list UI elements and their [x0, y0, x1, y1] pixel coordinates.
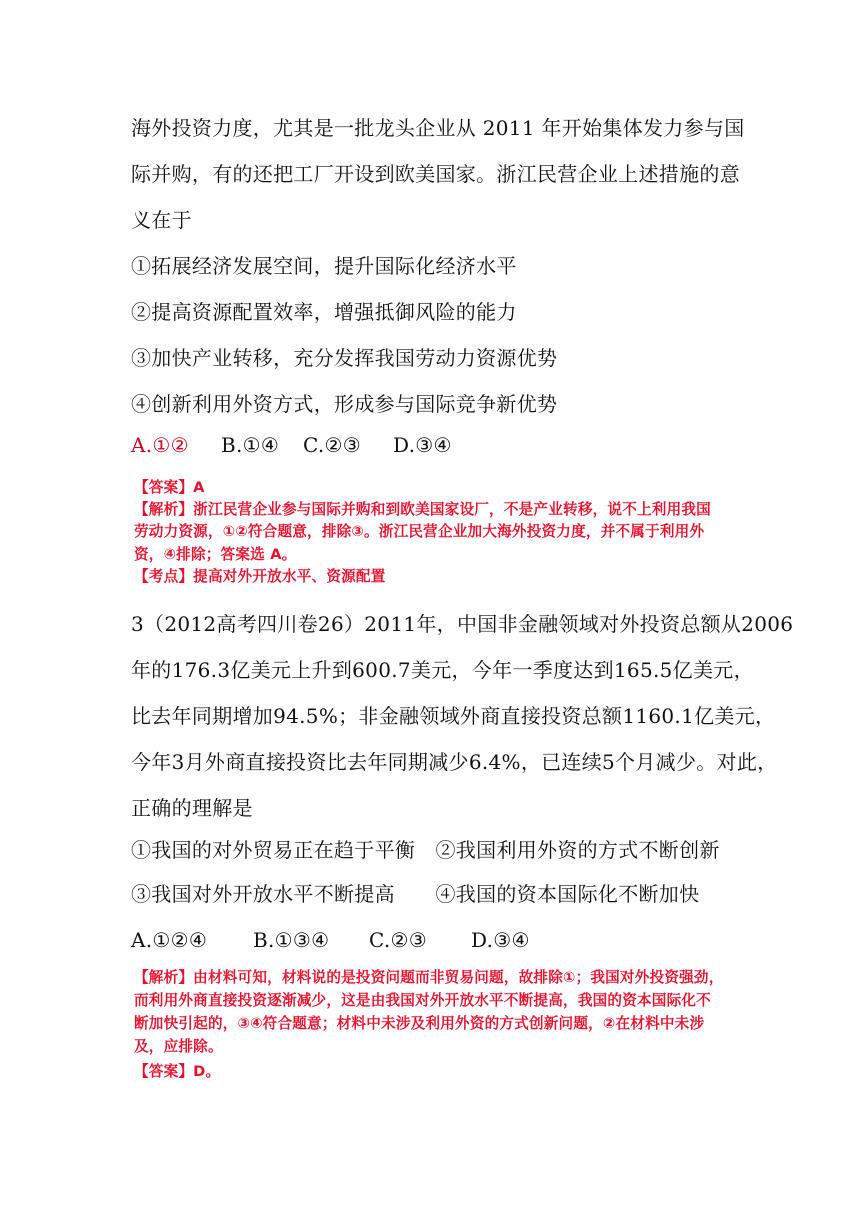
q1-knowledge-point: 【考点】提高对外开放水平、资源配置 [134, 568, 386, 585]
q2-analysis-line-2: 而利用外商直接投资逐渐减少，这是由我国对外开放水平不断提高，我国的资本国际化不 [134, 992, 711, 1009]
q2-analysis-line-1: 【解析】由材料可知，材料说的是投资问题而非贸易问题，故排除①；我国对外投资强劲， [134, 969, 724, 986]
q2-choice-a: A.①②④ [131, 928, 208, 952]
q2-choice-d: D.③④ [471, 928, 530, 952]
q1-option-4: ④创新利用外资方式，形成参与国际竞争新优势 [131, 392, 558, 416]
q2-stem-line-5: 正确的理解是 [131, 796, 253, 820]
q1-choice-d: D.③④ [393, 433, 452, 457]
q1-choice-b: B.①④ [221, 433, 280, 457]
q2-choice-b: B.①③④ [253, 928, 330, 952]
q2-analysis-line-4: 及，应排除。 [134, 1038, 223, 1055]
q1-option-2: ②提高资源配置效率，增强抵御风险的能力 [131, 300, 517, 324]
q1-stem-line-3: 义在于 [131, 208, 192, 232]
q1-option-3: ③加快产业转移，充分发挥我国劳动力资源优势 [131, 346, 558, 370]
q2-options-line-1: ①我国的对外贸易正在趋于平衡 ②我国利用外资的方式不断创新 [131, 838, 720, 862]
q1-stem-line-1: 海外投资力度，尤其是一批龙头企业从 2011 年开始集体发力参与国 [131, 116, 745, 140]
q2-stem-line-2: 年的176.3亿美元上升到600.7美元，今年一季度达到165.5亿美元， [131, 658, 754, 682]
q2-choices [131, 926, 530, 954]
q1-choice-a: A.①② [131, 433, 189, 457]
q2-stem-line-1: 3（2012高考四川卷26）2011年，中国非金融领域对外投资总额从2006 [131, 612, 794, 636]
q2-answer: 【答案】D。 [134, 1063, 221, 1080]
q1-stem-line-2: 际并购，有的还把工厂开设到欧美国家。浙江民营企业上述措施的意 [131, 162, 740, 186]
q2-choice-c: C.②③ [369, 928, 428, 952]
q2-options-line-2: ③我国对外开放水平不断提高 ④我国的资本国际化不断加快 [131, 882, 700, 906]
q1-analysis-line-1: 【解析】浙江民营企业参与国际并购和到欧美国家设厂，不是产业转移，说不上利用我国 [134, 501, 711, 518]
q1-analysis-line-2: 劳动力资源，①②符合题意，排除③。浙江民营企业加大海外投资力度，并不属于利用外 [134, 523, 705, 540]
q1-analysis-line-3: 资，④排除；答案选 A。 [134, 546, 297, 563]
q2-analysis-line-3: 断加快引起的，③④符合题意；材料中未涉及利用外资的方式创新问题，②在材料中未涉 [134, 1015, 705, 1032]
q1-choice-c: C.②③ [303, 433, 362, 457]
q2-stem-line-3: 比去年同期增加94.5%；非金融领域外商直接投资总额1160.1亿美元， [131, 704, 776, 728]
q1-option-1: ①拓展经济发展空间，提升国际化经济水平 [131, 254, 517, 278]
q1-answer: 【答案】A [134, 479, 205, 496]
q1-choices [131, 431, 452, 459]
q2-stem-line-4: 今年3月外商直接投资比去年同期减少6.4%，已连续5个月减少。对此， [131, 750, 778, 774]
